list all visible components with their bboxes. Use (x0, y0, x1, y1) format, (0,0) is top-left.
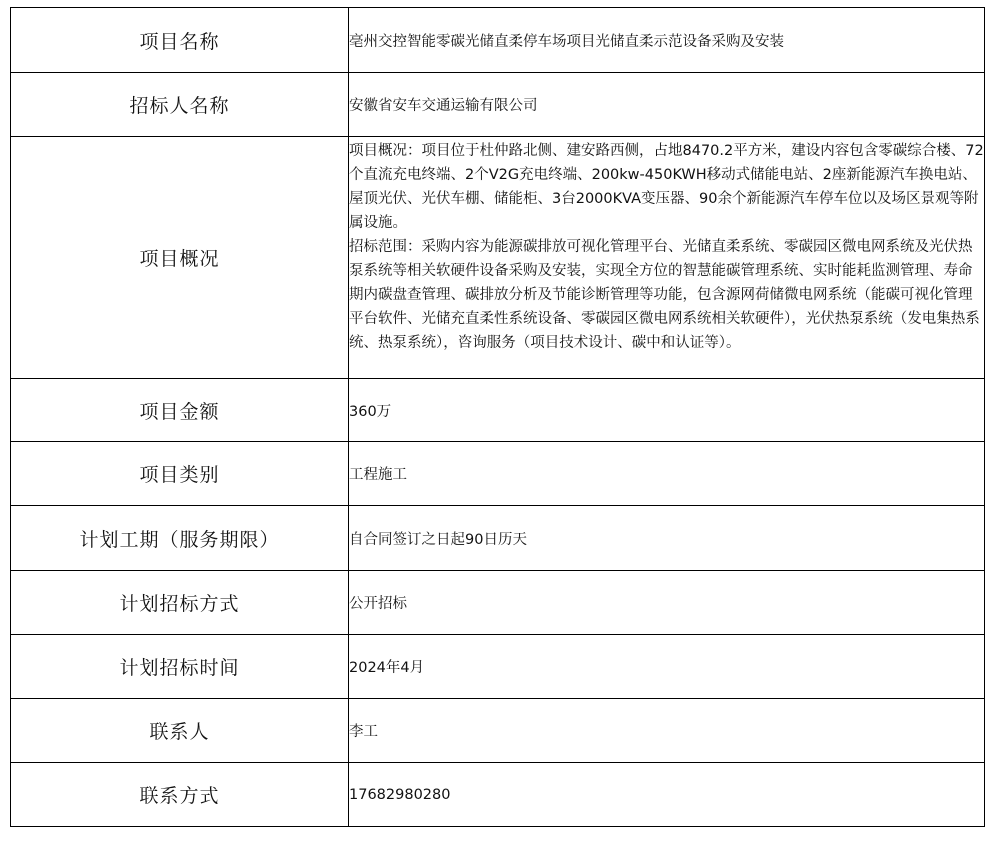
table-row-tender-method (11, 571, 985, 635)
value-contact-info: 17682980280 (349, 763, 985, 827)
scope-paragraph: 招标范围：采购内容为能源碳排放可视化管理平台、光储直柔系统、零碳园区微电网系统及光伏热泵系统等相关软硬件设备采购及安装，实现全方位的智慧能碳管理系统、实时能耗监测管理、寿命期内碳盘查管理、碳排放分析及节能诊断管理等功能，包含源网荷储微电网系统（能碳可视化管理平台软件、光储充直柔性系统设备、零碳园区微电网系统相关软硬件），光伏热泵系统（发电集热系统、热泵系统），咨询服务（项目技术设计、碳中和认证等）。 (349, 239, 980, 351)
label-amount: 项目金额 (11, 379, 349, 442)
value-duration: 自合同签订之日起90日历天 (349, 506, 985, 571)
value-contact-person: 李工 (349, 699, 985, 763)
overview-paragraph: 项目概况：项目位于杜仲路北侧、建安路西侧，占地8470.2平方米，建设内容包含零碳综合楼、72个直流充电终端、2个V2G充电终端、200kw-450KWH移动式储能电站、2座新能源汽车换电站、屋顶光伏、光伏车棚、储能柜、3台2000KVA变压器、90余个新能源汽车停车位以及场区景观等附属设施。 (349, 143, 984, 231)
value-tender-time: 2024年4月 (349, 635, 985, 699)
table-row-contact-info (11, 763, 985, 827)
label-project-name: 项目名称 (11, 8, 349, 73)
label-tender-time: 计划招标时间 (11, 635, 349, 699)
value-project-name: 亳州交控智能零碳光储直柔停车场项目光储直柔示范设备采购及安装 (349, 8, 985, 73)
label-overview: 项目概况 (11, 137, 349, 379)
table-row-project-name (11, 8, 985, 73)
value-tenderer: 安徽省安车交通运输有限公司 (349, 73, 985, 137)
label-contact-info: 联系方式 (11, 763, 349, 827)
value-category: 工程施工 (349, 442, 985, 506)
table-row-tender-time (11, 635, 985, 699)
value-overview (349, 137, 985, 379)
label-category: 项目类别 (11, 442, 349, 506)
label-tenderer: 招标人名称 (11, 73, 349, 137)
table-row-duration (11, 506, 985, 571)
label-contact-person: 联系人 (11, 699, 349, 763)
label-duration: 计划工期（服务期限） (11, 506, 349, 571)
table-row-amount (11, 379, 985, 442)
value-amount: 360万 (349, 379, 985, 442)
table-row-contact-person (11, 699, 985, 763)
table-row-overview (11, 137, 985, 379)
table-row-category (11, 442, 985, 506)
value-tender-method: 公开招标 (349, 571, 985, 635)
table-row-tenderer (11, 73, 985, 137)
label-tender-method: 计划招标方式 (11, 571, 349, 635)
project-info-table (10, 7, 985, 827)
